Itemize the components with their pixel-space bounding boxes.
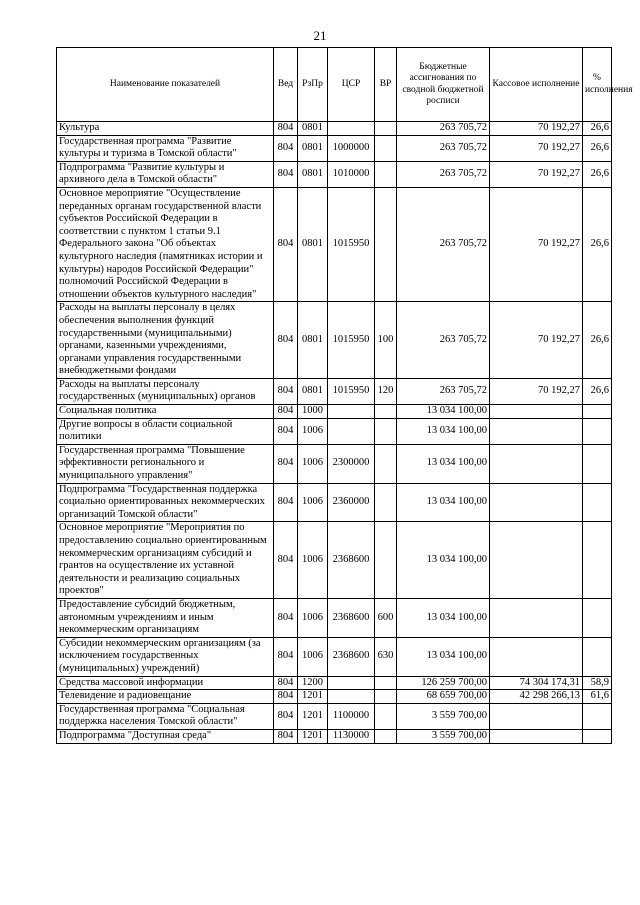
row-cash: 70 192,27 xyxy=(490,302,583,379)
row-csr: 2368600 xyxy=(328,637,375,676)
row-csr: 1015950 xyxy=(328,187,375,301)
row-cash xyxy=(490,637,583,676)
row-name: Расходы на выплаты персоналу государственных (муниципальных) органов xyxy=(57,378,274,404)
row-pct: 26,6 xyxy=(583,122,612,136)
row-vr xyxy=(375,161,397,187)
row-budget: 263 705,72 xyxy=(397,302,490,379)
table-row xyxy=(57,703,612,729)
row-vr: 600 xyxy=(375,598,397,637)
row-name: Телевидение и радиовещание xyxy=(57,690,274,704)
page-number: 21 xyxy=(313,28,327,43)
row-pct: 26,6 xyxy=(583,135,612,161)
row-cash: 70 192,27 xyxy=(490,378,583,404)
row-vr xyxy=(375,135,397,161)
row-pct xyxy=(583,444,612,483)
row-budget: 13 034 100,00 xyxy=(397,418,490,444)
row-csr: 1010000 xyxy=(328,161,375,187)
row-cash: 70 192,27 xyxy=(490,161,583,187)
row-csr: 2368600 xyxy=(328,522,375,599)
table-header-row xyxy=(57,48,612,122)
row-budget: 13 034 100,00 xyxy=(397,522,490,599)
row-pct xyxy=(583,522,612,599)
table-row xyxy=(57,161,612,187)
table-row xyxy=(57,637,612,676)
row-budget: 68 659 700,00 xyxy=(397,690,490,704)
row-csr: 1100000 xyxy=(328,703,375,729)
row-budget: 263 705,72 xyxy=(397,187,490,301)
row-cash: 70 192,27 xyxy=(490,122,583,136)
row-budget: 13 034 100,00 xyxy=(397,483,490,522)
table-row xyxy=(57,302,612,379)
header-name: Наименование показателей xyxy=(57,48,274,122)
table-row xyxy=(57,135,612,161)
row-rzpr: 1000 xyxy=(298,405,328,419)
row-rzpr: 1006 xyxy=(298,483,328,522)
row-rzpr: 0801 xyxy=(298,378,328,404)
row-csr xyxy=(328,405,375,419)
table-row xyxy=(57,729,612,743)
row-rzpr: 1006 xyxy=(298,444,328,483)
row-csr: 1130000 xyxy=(328,729,375,743)
table-row xyxy=(57,522,612,599)
row-ved: 804 xyxy=(274,444,298,483)
row-name: Государственная программа "Повышение эффективности регионального и муниципального управления" xyxy=(57,444,274,483)
row-csr: 1000000 xyxy=(328,135,375,161)
row-budget: 263 705,72 xyxy=(397,135,490,161)
row-vr xyxy=(375,703,397,729)
row-rzpr: 1006 xyxy=(298,418,328,444)
row-name: Расходы на выплаты персоналу в целях обеспечения выполнения функций государственными (муниципальными) органами, казенными учреждениями, органами управления государственными внебюджетными фондами xyxy=(57,302,274,379)
row-vr xyxy=(375,676,397,690)
row-budget: 126 259 700,00 xyxy=(397,676,490,690)
row-cash: 42 298 266,13 xyxy=(490,690,583,704)
row-pct: 58,9 xyxy=(583,676,612,690)
row-ved: 804 xyxy=(274,187,298,301)
row-budget: 13 034 100,00 xyxy=(397,598,490,637)
row-vr xyxy=(375,444,397,483)
row-budget: 3 559 700,00 xyxy=(397,703,490,729)
row-cash xyxy=(490,729,583,743)
row-csr: 2300000 xyxy=(328,444,375,483)
row-pct: 26,6 xyxy=(583,187,612,301)
table-row xyxy=(57,122,612,136)
row-csr xyxy=(328,676,375,690)
row-rzpr: 0801 xyxy=(298,187,328,301)
row-pct xyxy=(583,405,612,419)
row-pct xyxy=(583,483,612,522)
row-budget: 263 705,72 xyxy=(397,161,490,187)
header-vr: ВР xyxy=(375,48,397,122)
row-pct: 61,6 xyxy=(583,690,612,704)
row-budget: 13 034 100,00 xyxy=(397,444,490,483)
row-budget: 263 705,72 xyxy=(397,122,490,136)
row-ved: 804 xyxy=(274,729,298,743)
table-row xyxy=(57,690,612,704)
row-vr: 100 xyxy=(375,302,397,379)
row-vr xyxy=(375,522,397,599)
row-ved: 804 xyxy=(274,418,298,444)
row-cash xyxy=(490,418,583,444)
row-ved: 804 xyxy=(274,690,298,704)
row-ved: 804 xyxy=(274,161,298,187)
row-name: Предоставление субсидий бюджетным, автономным учреждениям и иным некоммерческим организациям xyxy=(57,598,274,637)
row-name: Государственная программа "Социальная поддержка населения Томской области" xyxy=(57,703,274,729)
row-rzpr: 0801 xyxy=(298,161,328,187)
row-csr: 1015950 xyxy=(328,378,375,404)
row-rzpr: 1006 xyxy=(298,522,328,599)
row-csr: 2360000 xyxy=(328,483,375,522)
row-rzpr: 1201 xyxy=(298,690,328,704)
row-rzpr: 0801 xyxy=(298,302,328,379)
row-name: Основное мероприятие "Осуществление переданных органам государственной власти субъектов Российской Федерации в соответствии с пунктом 1 статьи 9.1 Федерального закона "Об объектах культурного наследия (памятниках истории и культуры) народов Российской Федерации" полномочий Российской Федерации в отношении объектов культурного наследия" xyxy=(57,187,274,301)
header-ved: Вед xyxy=(274,48,298,122)
row-budget: 263 705,72 xyxy=(397,378,490,404)
table-row xyxy=(57,676,612,690)
row-cash xyxy=(490,598,583,637)
row-rzpr: 0801 xyxy=(298,122,328,136)
row-rzpr: 1201 xyxy=(298,729,328,743)
header-budget: Бюджетные ассигнования по сводной бюджетной росписи xyxy=(397,48,490,122)
row-pct: 26,6 xyxy=(583,302,612,379)
row-cash xyxy=(490,522,583,599)
table-row xyxy=(57,483,612,522)
row-csr xyxy=(328,690,375,704)
row-cash: 70 192,27 xyxy=(490,187,583,301)
row-ved: 804 xyxy=(274,598,298,637)
row-cash: 74 304 174,31 xyxy=(490,676,583,690)
row-cash xyxy=(490,483,583,522)
row-vr xyxy=(375,690,397,704)
table-row xyxy=(57,378,612,404)
row-rzpr: 0801 xyxy=(298,135,328,161)
header-cash: Кассовое исполнение xyxy=(490,48,583,122)
row-csr xyxy=(328,418,375,444)
row-csr xyxy=(328,122,375,136)
row-vr: 630 xyxy=(375,637,397,676)
row-budget: 13 034 100,00 xyxy=(397,637,490,676)
row-vr xyxy=(375,418,397,444)
row-ved: 804 xyxy=(274,483,298,522)
row-name: Субсидии некоммерческим организациям (за исключением государственных (муниципальных) учреждений) xyxy=(57,637,274,676)
row-ved: 804 xyxy=(274,122,298,136)
row-name: Подпрограмма "Развитие культуры и архивного дела в Томской области" xyxy=(57,161,274,187)
row-ved: 804 xyxy=(274,637,298,676)
header-csr: ЦСР xyxy=(328,48,375,122)
row-name: Подпрограмма "Доступная среда" xyxy=(57,729,274,743)
row-pct xyxy=(583,703,612,729)
row-name: Подпрограмма "Государственная поддержка социально ориентированных некоммерческих организаций Томской области" xyxy=(57,483,274,522)
row-csr: 2368600 xyxy=(328,598,375,637)
row-name: Другие вопросы в области социальной политики xyxy=(57,418,274,444)
header-pct: % исполнения xyxy=(583,48,612,122)
row-pct xyxy=(583,598,612,637)
row-name: Культура xyxy=(57,122,274,136)
row-name: Средства массовой информации xyxy=(57,676,274,690)
row-pct xyxy=(583,418,612,444)
row-pct: 26,6 xyxy=(583,378,612,404)
row-ved: 804 xyxy=(274,703,298,729)
row-pct xyxy=(583,729,612,743)
row-vr: 120 xyxy=(375,378,397,404)
row-ved: 804 xyxy=(274,302,298,379)
row-cash xyxy=(490,703,583,729)
table-row xyxy=(57,444,612,483)
row-name: Основное мероприятие "Мероприятия по предоставлению социально ориентированным некоммерческим организациям субсидий и грантов на осуществление их уставной деятельности и реализацию социальных проектов" xyxy=(57,522,274,599)
row-rzpr: 1201 xyxy=(298,703,328,729)
row-ved: 804 xyxy=(274,522,298,599)
table-row xyxy=(57,598,612,637)
row-csr: 1015950 xyxy=(328,302,375,379)
row-ved: 804 xyxy=(274,405,298,419)
table-row xyxy=(57,405,612,419)
row-vr xyxy=(375,405,397,419)
row-rzpr: 1006 xyxy=(298,598,328,637)
header-rzpr: РзПр xyxy=(298,48,328,122)
row-cash xyxy=(490,405,583,419)
row-pct: 26,6 xyxy=(583,161,612,187)
row-ved: 804 xyxy=(274,135,298,161)
row-cash xyxy=(490,444,583,483)
row-name: Государственная программа "Развитие культуры и туризма в Томской области" xyxy=(57,135,274,161)
row-vr xyxy=(375,187,397,301)
row-name: Социальная политика xyxy=(57,405,274,419)
row-ved: 804 xyxy=(274,676,298,690)
row-pct xyxy=(583,637,612,676)
row-vr xyxy=(375,483,397,522)
table-row xyxy=(57,187,612,301)
row-vr xyxy=(375,122,397,136)
row-rzpr: 1200 xyxy=(298,676,328,690)
row-rzpr: 1006 xyxy=(298,637,328,676)
row-budget: 3 559 700,00 xyxy=(397,729,490,743)
budget-execution-table xyxy=(56,47,633,744)
table-row xyxy=(57,418,612,444)
row-ved: 804 xyxy=(274,378,298,404)
row-vr xyxy=(375,729,397,743)
row-budget: 13 034 100,00 xyxy=(397,405,490,419)
row-cash: 70 192,27 xyxy=(490,135,583,161)
